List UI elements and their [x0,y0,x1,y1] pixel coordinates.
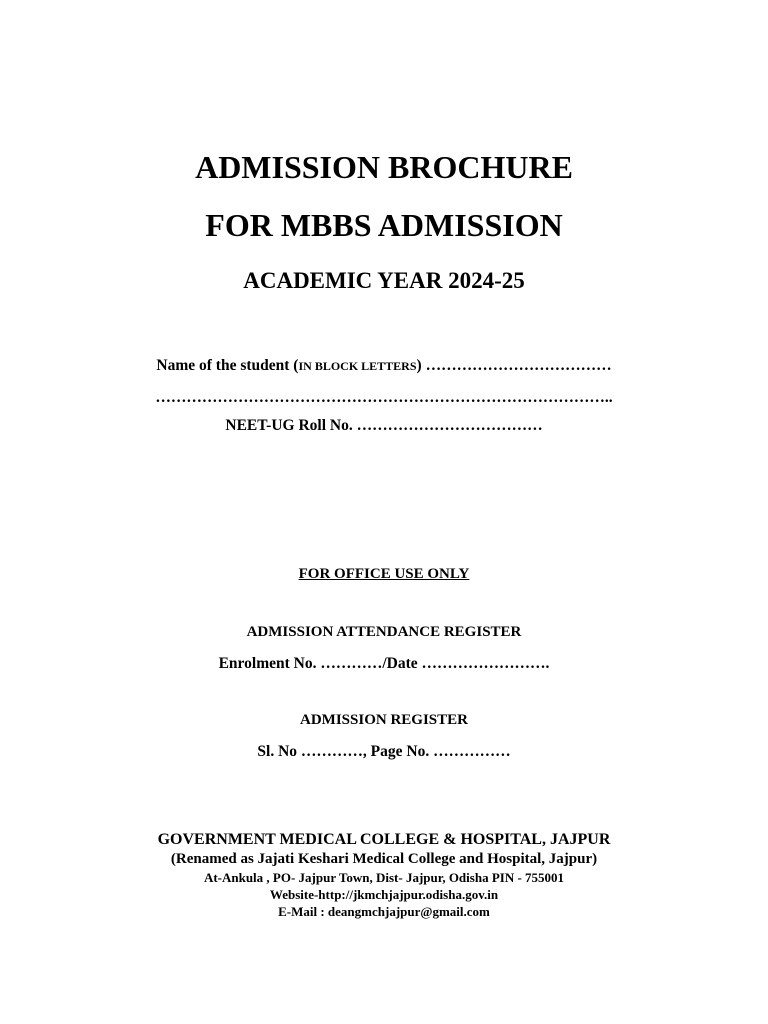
college-name: GOVERNMENT MEDICAL COLLEGE & HOSPITAL, JAJPUR [157,831,611,848]
college-email: E-Mail : deangmchjajpur@gmail.com [278,904,490,919]
student-name-continuation-blank: …………………………………………………………………………….. [155,389,613,406]
college-website: Website-http://jkmchjajpur.odisha.gov.in [269,887,499,902]
college-renamed: (Renamed as Jajati Keshari Medical College and Hospital, Jajpur) [170,851,598,867]
college-address: At-Ankula , PO- Jajpur Town, Dist- Jajpur, Odisha PIN - 755001 [203,870,565,885]
student-name-field [0,358,768,374]
office-use-heading: FOR OFFICE USE ONLY [298,566,470,582]
academic-year: ACADEMIC YEAR 2024-25 [243,268,525,293]
block-letters-hint: IN BLOCK LETTERS [298,359,417,373]
title-line-2: FOR MBBS ADMISSION [205,207,563,243]
title-line-1: ADMISSION BROCHURE [195,149,573,185]
admission-register-heading: ADMISSION REGISTER [300,712,468,728]
serial-page-line: Sl. No …………, Page No. …………… [257,743,511,760]
roll-number-field [0,418,768,434]
student-name-blank: ……………………………… [425,357,612,374]
roll-number-label: NEET-UG Roll No. [225,417,353,434]
roll-number-blank: ……………………………… [356,417,543,434]
student-name-label-close: ) [416,357,422,374]
enrolment-line: Enrolment No. …………/Date ……………………. [218,655,550,672]
student-name-label: Name of the student ( [156,357,299,374]
attendance-register-heading: ADMISSION ATTENDANCE REGISTER [246,624,522,640]
